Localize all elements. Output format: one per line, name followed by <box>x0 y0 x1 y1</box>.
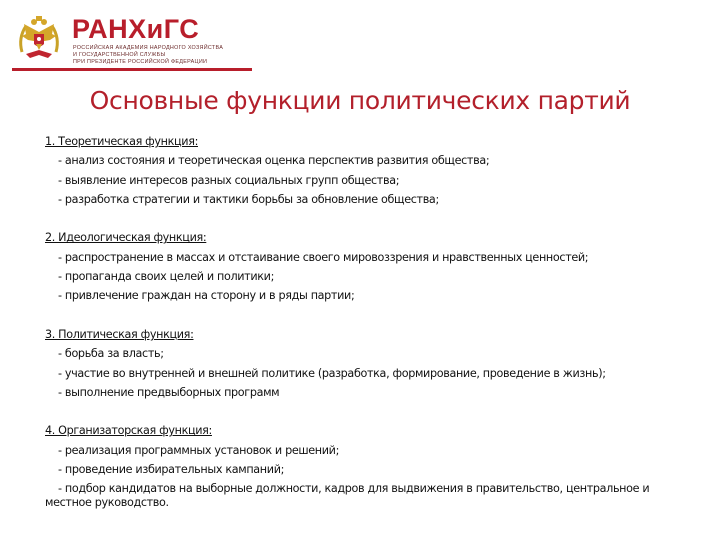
functions-list <box>45 132 695 529</box>
list-item: - участие во внутренней и внешней политике (разработка, формирование, проведение в жизнь); <box>58 366 606 380</box>
logo-subline-2: И ГОСУДАРСТВЕННОЙ СЛУЖБЫ <box>73 52 166 58</box>
header-divider <box>12 68 252 71</box>
list-item: - разработка стратегии и тактики борьбы за обновление общества; <box>58 192 439 206</box>
list-item: - подбор кандидатов на выборные должности, кадров для выдвижения в правительство, центральное и местное руководство. <box>45 482 650 509</box>
list-item: - проведение избирательных кампаний; <box>58 463 285 477</box>
ranepa-logo <box>10 8 260 68</box>
brand-name: РАНХиГС <box>72 14 200 44</box>
list-item: - борьба за власть; <box>58 347 164 361</box>
eagle-emblem-icon <box>14 12 64 62</box>
section-organizational <box>45 421 695 509</box>
section-political <box>45 325 695 402</box>
section-heading: 3. Политическая функция: <box>45 327 194 341</box>
list-item: - распространение в массах и отстаивание своего мировоззрения и нравственных ценностей; <box>58 250 589 264</box>
list-item: - реализация программных установок и решений; <box>58 443 339 457</box>
list-item: - выполнение предвыборных программ <box>58 385 280 399</box>
list-item: - привлечение граждан на сторону и в ряды партии; <box>58 289 355 303</box>
section-theoretical <box>45 132 695 209</box>
section-ideological <box>45 228 695 305</box>
section-heading: 1. Теоретическая функция: <box>45 135 198 148</box>
list-item: - анализ состояния и теоретическая оценка перспектив развития общества; <box>58 154 490 168</box>
section-heading: 2. Идеологическая функция: <box>45 231 207 245</box>
list-item: - выявление интересов разных социальных групп общества; <box>58 173 400 187</box>
logo-subline-3: ПРИ ПРЕЗИДЕНТЕ РОССИЙСКОЙ ФЕДЕРАЦИИ <box>73 59 208 65</box>
logo-subline-1: РОССИЙСКАЯ АКАДЕМИЯ НАРОДНОГО ХОЗЯЙСТВА <box>73 45 224 51</box>
page-title: Основные функции политических партий <box>89 86 631 115</box>
section-heading: 4. Организаторская функция: <box>45 424 212 438</box>
list-item: - пропаганда своих целей и политики; <box>58 270 275 284</box>
